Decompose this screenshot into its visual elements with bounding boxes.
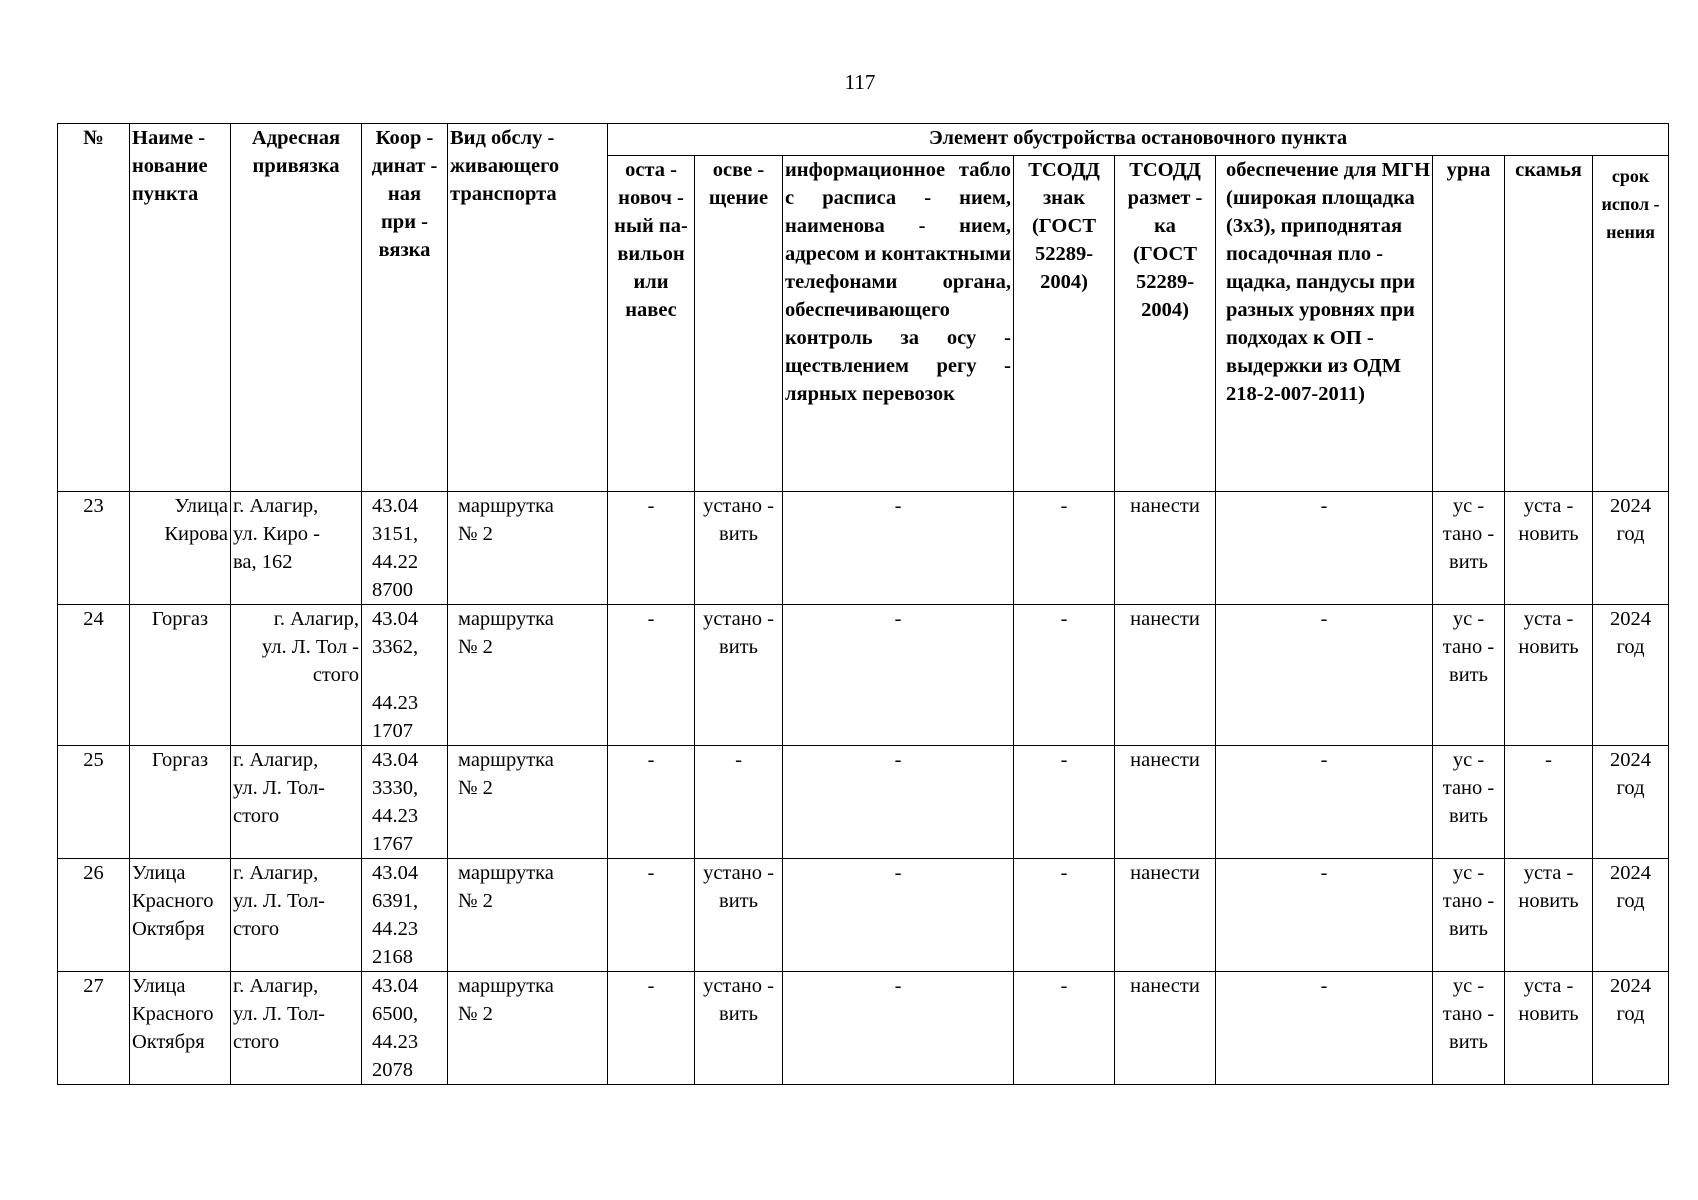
cell-info-board: - — [783, 859, 1014, 972]
cell-coords: 43.04 3151, 44.22 8700 — [362, 492, 448, 605]
cell-pavilion: - — [608, 859, 695, 972]
cell-pavilion: - — [608, 492, 695, 605]
cell-info-board: - — [783, 972, 1014, 1085]
cell-info-board: - — [783, 605, 1014, 746]
cell-tsodd-sign: - — [1014, 746, 1115, 859]
cell-mgn: - — [1216, 859, 1433, 972]
cell-coords: 43.04 6391, 44.23 2168 — [362, 859, 448, 972]
cell-deadline: 2024 год — [1593, 972, 1669, 1085]
cell-num: 26 — [58, 859, 130, 972]
cell-bench: уста - новить — [1505, 492, 1593, 605]
cell-mgn: - — [1216, 492, 1433, 605]
cell-transport: маршрутка № 2 — [448, 972, 608, 1085]
table-row — [58, 972, 1669, 1085]
cell-num: 23 — [58, 492, 130, 605]
cell-address: г. Алагир, ул. Л. Тол- стого — [231, 859, 362, 972]
cell-coords: 43.04 3362, 44.23 1707 — [362, 605, 448, 746]
cell-deadline: 2024 год — [1593, 746, 1669, 859]
table-header — [58, 124, 1669, 492]
cell-info-board: - — [783, 492, 1014, 605]
header-num: № — [58, 124, 130, 492]
cell-tsodd-mark: нанести — [1115, 859, 1216, 972]
cell-info-board: - — [783, 746, 1014, 859]
cell-lighting: устано - вить — [695, 972, 783, 1085]
table-row — [58, 746, 1669, 859]
cell-deadline: 2024 год — [1593, 859, 1669, 972]
header-name: Наиме - нование пункта — [130, 124, 231, 492]
cell-tsodd-sign: - — [1014, 972, 1115, 1085]
cell-coords: 43.04 6500, 44.23 2078 — [362, 972, 448, 1085]
cell-num: 27 — [58, 972, 130, 1085]
header-tsodd-sign: ТСОДД знак (ГОСТ 52289- 2004) — [1014, 156, 1115, 492]
cell-mgn: - — [1216, 972, 1433, 1085]
cell-tsodd-mark: нанести — [1115, 972, 1216, 1085]
header-deadline: срок испол - нения — [1593, 156, 1669, 492]
cell-bench: уста - новить — [1505, 972, 1593, 1085]
cell-name: Горгаз — [130, 746, 231, 859]
cell-name: Улица Кирова — [130, 492, 231, 605]
header-transport: Вид обслу - живающего транспорта — [448, 124, 608, 492]
cell-address: г. Алагир, ул. Л. Тол - стого — [231, 605, 362, 746]
table-row — [58, 605, 1669, 746]
header-group: Элемент обустройства остановочного пункта — [608, 124, 1669, 156]
cell-mgn: - — [1216, 605, 1433, 746]
table-body — [58, 492, 1669, 1085]
cell-pavilion: - — [608, 605, 695, 746]
cell-tsodd-sign: - — [1014, 605, 1115, 746]
header-pavilion: оста - новоч - ный па- вильон или навес — [608, 156, 695, 492]
cell-pavilion: - — [608, 972, 695, 1085]
cell-name: Горгаз — [130, 605, 231, 746]
cell-tsodd-mark: нанести — [1115, 605, 1216, 746]
cell-name: Улица Красного Октября — [130, 859, 231, 972]
cell-pavilion: - — [608, 746, 695, 859]
cell-tsodd-sign: - — [1014, 492, 1115, 605]
bus-stop-table — [57, 123, 1669, 1085]
cell-address: г. Алагир, ул. Л. Тол- стого — [231, 746, 362, 859]
table-row — [58, 859, 1669, 972]
cell-bench: уста - новить — [1505, 605, 1593, 746]
header-coords: Коор - динат - ная при - вязка — [362, 124, 448, 492]
cell-deadline: 2024 год — [1593, 492, 1669, 605]
cell-transport: маршрутка № 2 — [448, 605, 608, 746]
page-number: 117 — [844, 70, 876, 94]
cell-tsodd-mark: нанести — [1115, 746, 1216, 859]
cell-lighting: устано - вить — [695, 605, 783, 746]
cell-address: г. Алагир, ул. Киро - ва, 162 — [231, 492, 362, 605]
cell-bench: - — [1505, 746, 1593, 859]
cell-transport: маршрутка № 2 — [448, 492, 608, 605]
header-address: Адресная привязка — [231, 124, 362, 492]
cell-transport: маршрутка № 2 — [448, 859, 608, 972]
cell-tsodd-sign: - — [1014, 859, 1115, 972]
cell-urn: ус - тано - вить — [1433, 972, 1505, 1085]
cell-mgn: - — [1216, 746, 1433, 859]
cell-urn: ус - тано - вить — [1433, 605, 1505, 746]
cell-address: г. Алагир, ул. Л. Тол- стого — [231, 972, 362, 1085]
cell-urn: ус - тано - вить — [1433, 859, 1505, 972]
header-lighting: осве - щение — [695, 156, 783, 492]
cell-num: 25 — [58, 746, 130, 859]
header-mgn: обеспечение для МГН (широкая площадка (3х3), приподнятая посадочная пло - щадка, пандусы при разных уровнях при подходах к ОП - выдержки из ОДМ 218-2-007-2011) — [1216, 156, 1433, 492]
cell-deadline: 2024 год — [1593, 605, 1669, 746]
cell-bench: уста - новить — [1505, 859, 1593, 972]
header-urn: урна — [1433, 156, 1505, 492]
header-tsodd-mark: ТСОДД размет - ка (ГОСТ 52289- 2004) — [1115, 156, 1216, 492]
header-info-board: информационное табло с расписа - нием, наименова - нием, адресом и контактными телефонами органа, обеспечивающего контроль за осу - ществлением регу - лярных перевозок — [783, 156, 1014, 492]
cell-transport: маршрутка № 2 — [448, 746, 608, 859]
cell-lighting: устано - вить — [695, 492, 783, 605]
table-row — [58, 492, 1669, 605]
header-bench: скамья — [1505, 156, 1593, 492]
cell-lighting: устано - вить — [695, 859, 783, 972]
cell-urn: ус - тано - вить — [1433, 492, 1505, 605]
cell-name: Улица Красного Октября — [130, 972, 231, 1085]
cell-urn: ус - тано - вить — [1433, 746, 1505, 859]
cell-tsodd-mark: нанести — [1115, 492, 1216, 605]
cell-num: 24 — [58, 605, 130, 746]
cell-lighting: - — [695, 746, 783, 859]
cell-coords: 43.04 3330, 44.23 1767 — [362, 746, 448, 859]
